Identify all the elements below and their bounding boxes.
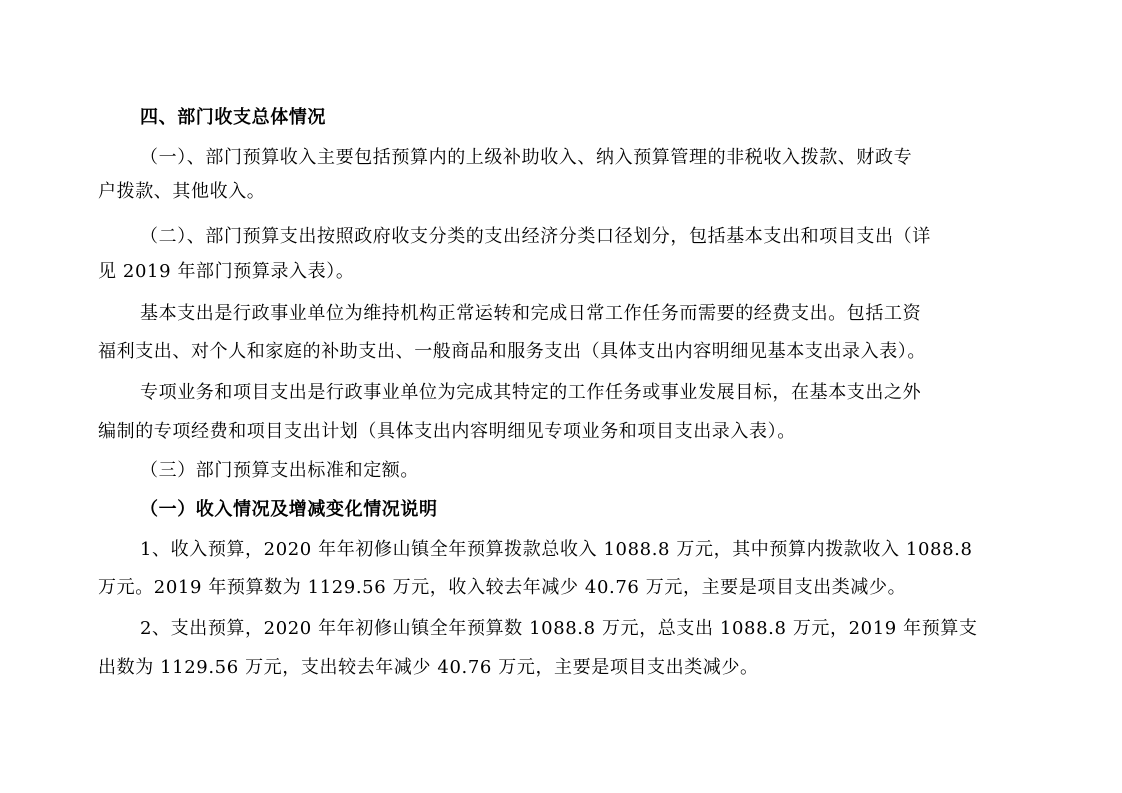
paragraph-3-line-1: 基本支出是行政事业单位为维持机构正常运转和完成日常工作任务而需要的经费支出。包括工资 [140,303,922,324]
paragraph-1-line-1: （一）、部门预算收入主要包括预算内的上级补助收入、纳入预算管理的非税收入拨款、财政专 [140,147,913,168]
paragraph-7-line-1: 2、支出预算，2020 年年初修山镇全年预算数 1088.8 万元，总支出 1088.8 万元，2019 年预算支 [140,618,978,639]
paragraph-2-line-1: （二）、部门预算支出按照政府收支分类的支出经济分类口径划分，包括基本支出和项目支出（详 [140,226,931,247]
paragraph-6-line-2: 万元。2019 年预算数为 1129.56 万元，收入较去年减少 40.76 万元，主要是项目支出类减少。 [98,577,907,598]
paragraph-1-line-2: 户拨款、其他收入。 [98,181,266,202]
paragraph-5: （三）部门预算支出标准和定额。 [140,460,419,481]
paragraph-6-line-1: 1、收入预算，2020 年年初修山镇全年预算拨款总收入 1088.8 万元，其中预算内拨款收入 1088.8 [140,539,973,560]
paragraph-4-line-2: 编制的专项经费和项目支出计划（具体支出内容明细见专项业务和项目支出录入表）。 [98,421,796,442]
paragraph-2-line-2: 见 2019 年部门预算录入表）。 [98,261,355,282]
paragraph-3-line-2: 福利支出、对个人和家庭的补助支出、一般商品和服务支出（具体支出内容明细见基本支出录入表）。 [98,341,926,362]
section-heading: 四、部门收支总体情况 [140,107,326,128]
paragraph-4-line-1: 专项业务和项目支出是行政事业单位为完成其特定的工作任务或事业发展目标，在基本支出之外 [140,382,922,403]
paragraph-7-line-2: 出数为 1129.56 万元，支出较去年减少 40.76 万元，主要是项目支出类减少。 [98,657,759,678]
subheading: （一）收入情况及增减变化情况说明 [140,499,438,520]
